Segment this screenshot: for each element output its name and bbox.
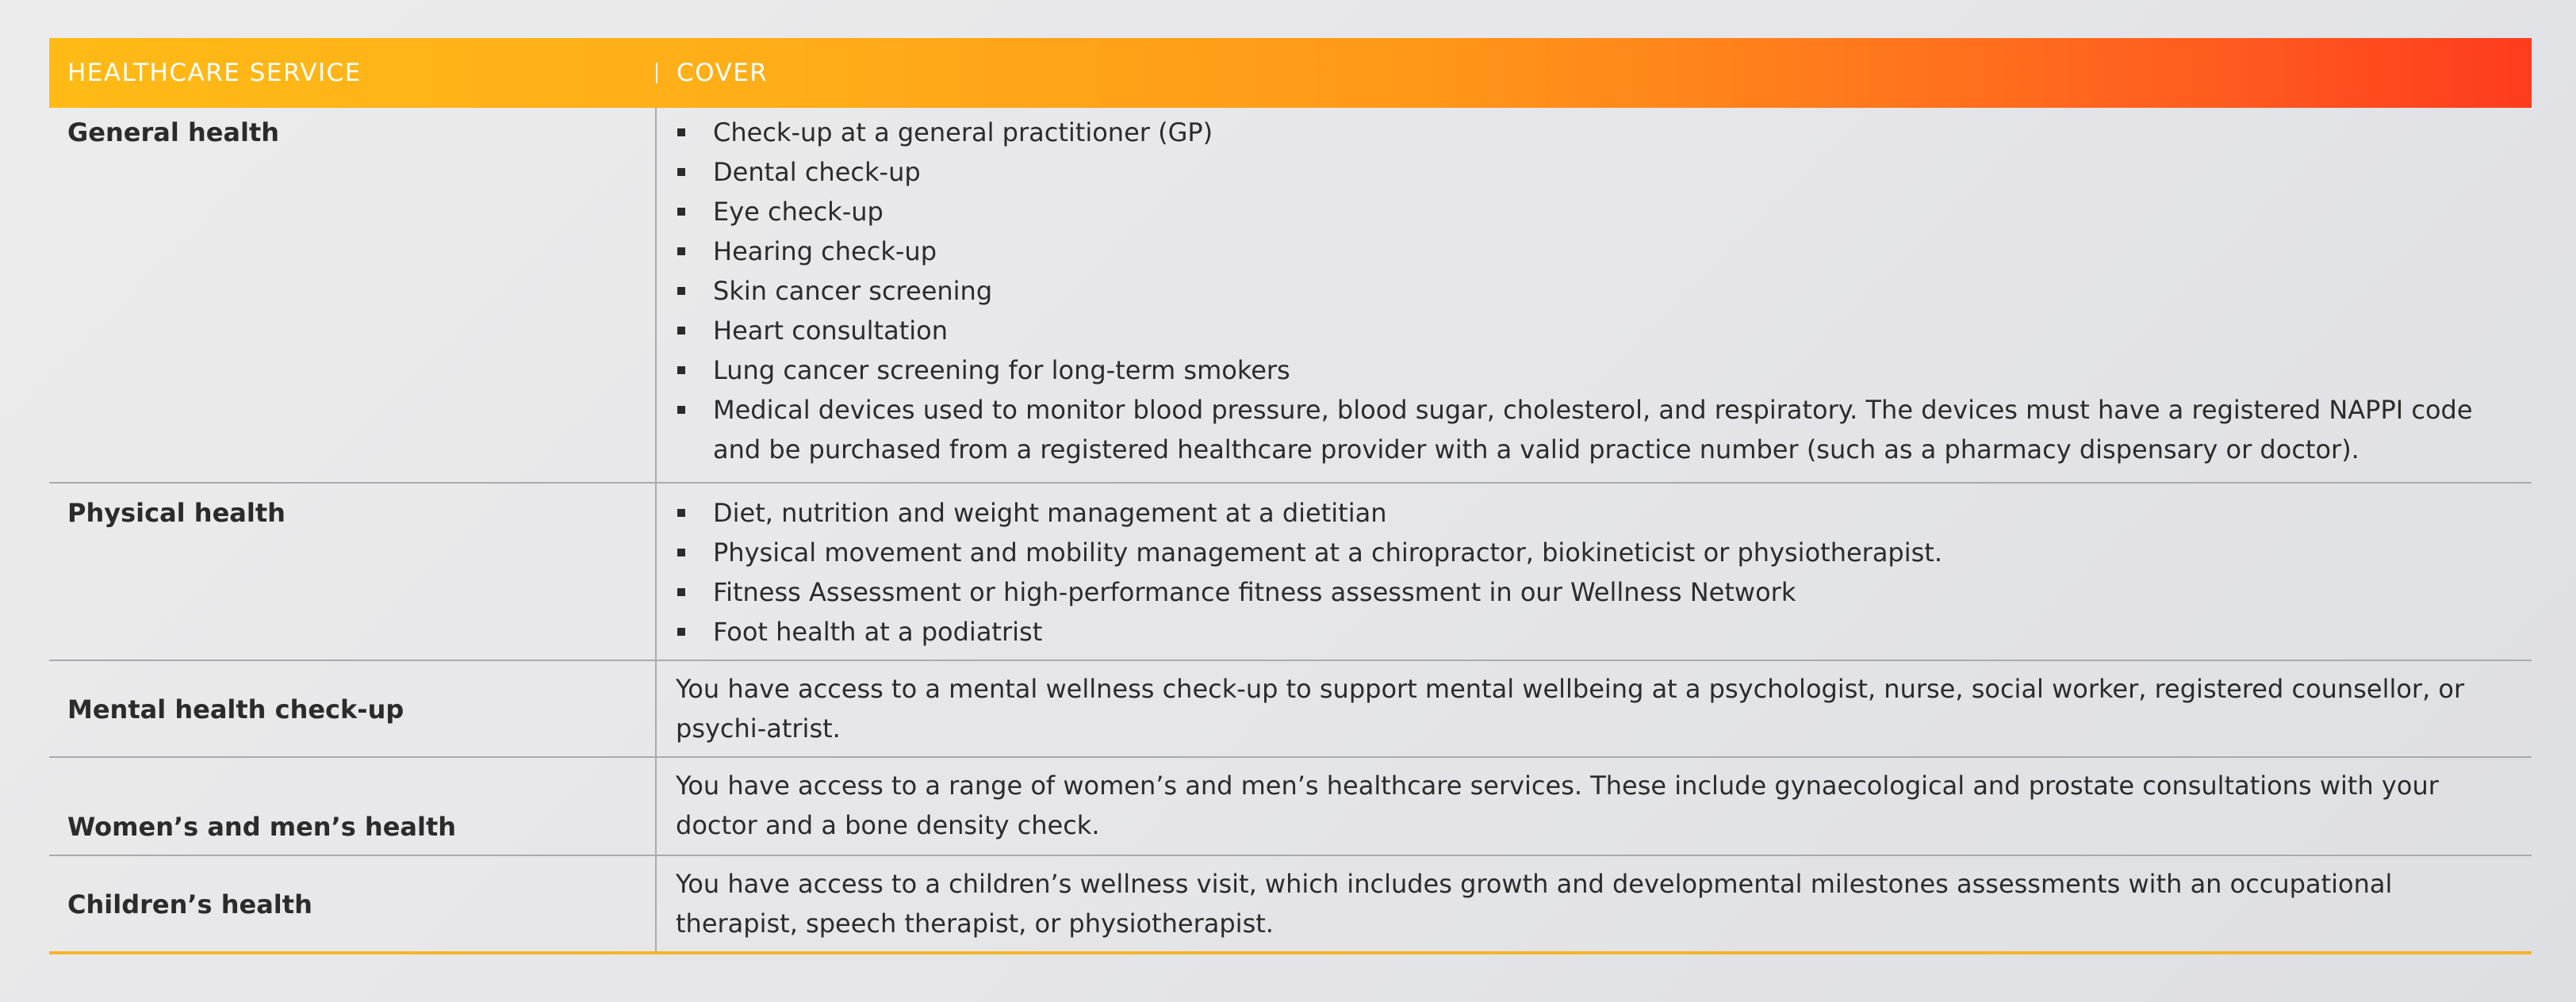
service-label-womens-mens-health: Women’s and men’s health (67, 812, 457, 842)
list-item: Dental check-up (676, 152, 2516, 192)
healthcare-cover-table (49, 38, 2532, 954)
cover-text: You have access to a mental wellness check-up to support mental wellbeing at a psychologist, nurse, social worker, registered counsellor, or psychi-atrist. (676, 674, 2465, 744)
service-name (49, 661, 657, 756)
header-separator (656, 63, 657, 83)
table-row (49, 108, 2532, 484)
service-label-physical-health: Physical health (67, 498, 286, 528)
service-name (49, 856, 657, 951)
table-row (49, 484, 2532, 661)
list-item: Diet, nutrition and weight management at a dietitian (676, 493, 2516, 533)
list-item: Physical movement and mobility management at a chiropractor, biokineticist or physiotherapist. (676, 533, 2516, 572)
cover-list (676, 113, 2516, 469)
list-item: Medical devices used to monitor blood pressure, blood sugar, cholesterol, and respiratory. The devices must have a registered NAPPI code and be purchased from a registered healthcare provider with a valid practice number (such as a pharmacy dispensary or doctor). (676, 390, 2516, 469)
table-header (49, 38, 2532, 108)
cover-cell (657, 856, 2532, 951)
list-item: Heart consultation (676, 311, 2516, 350)
list-item: Foot health at a podiatrist (676, 612, 2516, 652)
service-label-general-health: General health (67, 117, 280, 147)
header-healthcare-service: HEALTHCARE SERVICE (67, 59, 362, 87)
cover-text: You have access to a children’s wellness visit, which includes growth and developmental milestones assessments with an occupational therapist, speech therapist, or physiotherapist. (676, 869, 2393, 939)
service-name (49, 484, 657, 660)
list-item: Fitness Assessment or high-performance fitness assessment in our Wellness Network (676, 572, 2516, 612)
service-label-childrens-health: Children’s health (67, 889, 312, 920)
cover-cell (657, 758, 2532, 855)
header-cover: COVER (677, 59, 769, 87)
cover-cell (657, 661, 2532, 756)
table-row (49, 661, 2532, 758)
list-item: Lung cancer screening for long-term smokers (676, 350, 2516, 390)
list-item: Check-up at a general practitioner (GP) (676, 113, 2516, 152)
list-item: Hearing check-up (676, 231, 2516, 271)
table-row (49, 758, 2532, 856)
service-label-mental-health: Mental health check-up (67, 694, 404, 725)
service-name (49, 758, 657, 855)
table-row (49, 856, 2532, 954)
list-item: Skin cancer screening (676, 271, 2516, 311)
list-item: Eye check-up (676, 192, 2516, 231)
cover-cell (657, 484, 2532, 660)
service-name (49, 108, 657, 482)
cover-list (676, 493, 2516, 652)
cover-cell (657, 108, 2532, 482)
cover-text: You have access to a range of women’s and men’s healthcare services. These include gynaecological and prostate consultations with your doctor and a bone density check. (676, 771, 2439, 840)
